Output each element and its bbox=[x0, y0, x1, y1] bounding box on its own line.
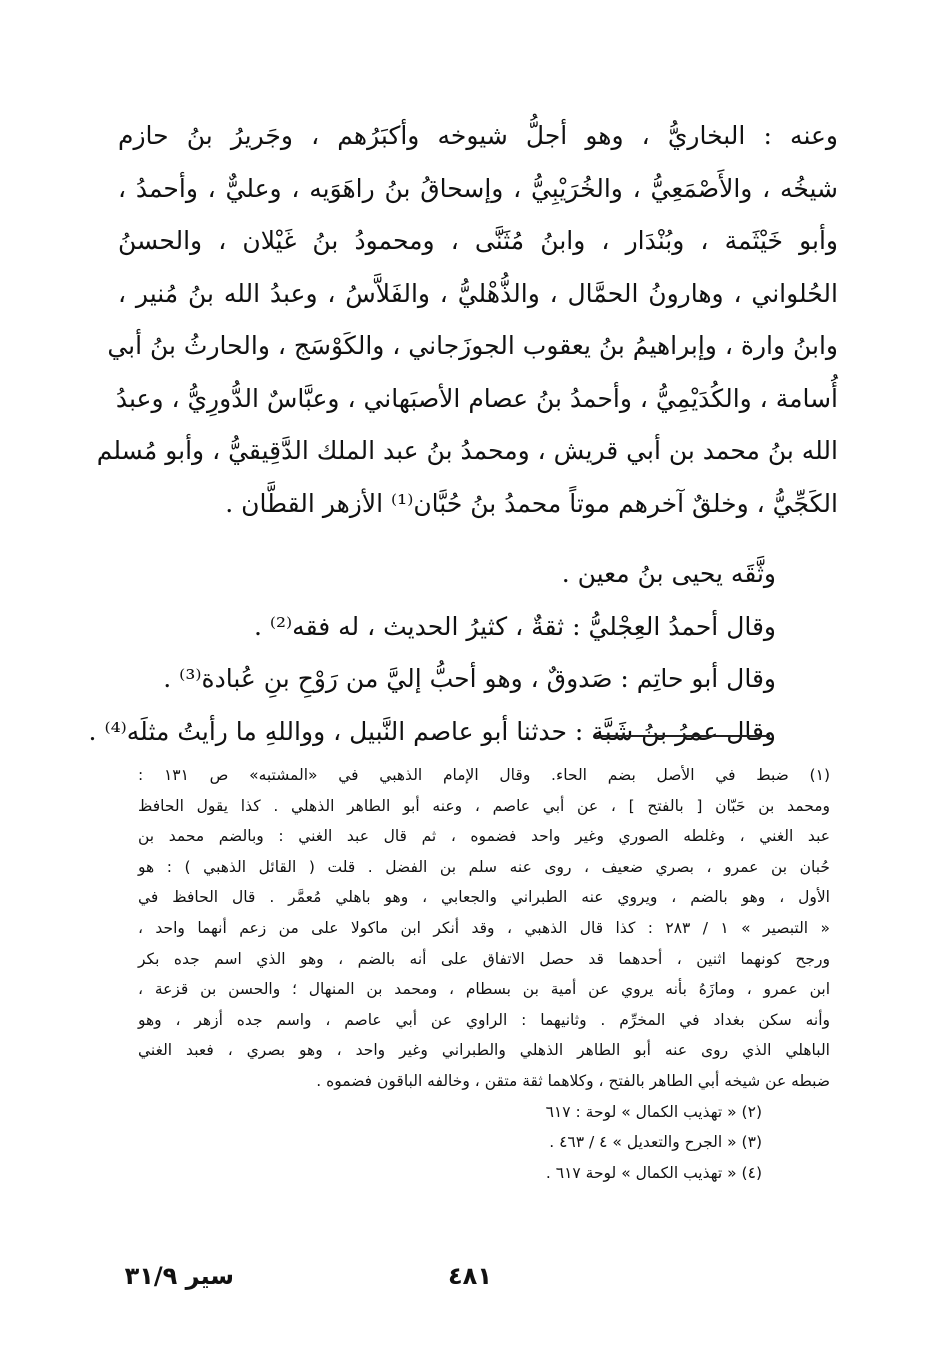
footnote-line: عبد الغني ، وغلطه الصوري وغير واحد فضموه ، ثم قال عبد الغني : وبالضم محمد بن bbox=[138, 827, 830, 846]
footnote-line: ضبطه عن شيخه أبي الطاهر بالفتح ، وكلاهما ثقة متقن ، وخالفه الباقون فضموه . bbox=[316, 1071, 830, 1090]
footnote-2: (٢) « تهذيب الكمال » لوحة : ٦١٧ bbox=[545, 1102, 762, 1121]
footnote-3: (٣) « الجرح والتعديل » ٤ / ٤٦٣ . bbox=[549, 1133, 762, 1152]
main-text-line: الكَجِّيُّ ، وخلقٌ آخرهم موتاً محمدُ بنُ حُبَّان⁽¹⁾ الأزهر القطَّان . bbox=[225, 488, 838, 518]
footnote-line: « التبصير » ١ / ٢٨٣ : كذا قال الذهبي ، وقد أنكر ابن ماكولا على من زعم أنهما واحد ، bbox=[138, 918, 831, 937]
statement-line: وثَّقَه يحيى بنُ معين . bbox=[561, 559, 776, 588]
main-text-line: شيخُه ، والأَصْمَعِيُّ ، والخُرَيْبِيُّ ، وإسحاقُ بنُ راهَوَيه ، وعليٌّ ، وأحمدُ ، bbox=[118, 173, 838, 203]
page-number: ٤٨١ bbox=[448, 1262, 492, 1290]
footnote-line: ورجح كونهما اثنين ، أحدهما قد حصل الاتفاق على أنه بالضم ، وهو الذي اسم جده بكر bbox=[138, 949, 830, 968]
main-text-line: الحُلواني ، وهارونُ الحمَّال ، والذُّهْليُّ ، والفَلاَّسُ ، وعبدُ الله بنُ مُنير ، bbox=[118, 278, 838, 308]
footnote-line: وأنه سكن بغداد في المخرِّم . وثانيهما : الراوي عن أبي عاصم ، واسم جده أزهر ، وهو bbox=[138, 1010, 830, 1029]
page-footer bbox=[0, 1262, 940, 1302]
paragraph-gap bbox=[118, 530, 838, 548]
signature-mark: سير ٣١/٩ bbox=[124, 1262, 234, 1290]
footnote-line: ومحمد بن حَبّان [ بالفتح ] ، عن أبي عاصم ، وعنه أبو الطاهر الذهلي . كذا يقول الحافظ bbox=[138, 796, 830, 815]
footnote-line: حُبان بن عمرو ، بصري ضعيف ، روى عنه سلم بن الفضل . قلت ( القائل الذهبي ) : هو bbox=[138, 857, 830, 876]
footnote-4: (٤) « تهذيب الكمال » لوحة ٦١٧ . bbox=[545, 1163, 762, 1182]
main-text bbox=[88, 110, 838, 758]
statement-line: وقال أحمدُ العِجْليُّ : ثقةٌ ، كثيرُ الحديث ، له فقه⁽²⁾ . bbox=[253, 611, 776, 641]
main-text-line: وأبو خَيْثَمة ، وبُنْدَار ، وابنُ مُثَنَّى ، ومحمودُ بنُ غَيْلان ، والحسنُ bbox=[118, 226, 838, 255]
main-text-line: وعنه : البخاريُّ ، وهو أجلُّ شيوخه وأكبَرُهم ، وجَريرُ بنُ حازم bbox=[118, 121, 838, 150]
main-text-line: الله بنُ محمد بن أبي قريش ، ومحمدُ بنُ عبد الملك الدَّقِيقيُّ ، وأبو مُسلم bbox=[96, 436, 838, 465]
main-text-line: أُسامة ، والكُدَيْمِيُّ ، وأحمدُ بنُ عصام الأصبَهاني ، وعبَّاسٌ الدُّورِيُّ ، وعبدُ bbox=[115, 383, 838, 413]
main-text-line: وابنُ وارة ، وإبراهيمُ بنُ يعقوب الجوزَجاني ، والكَوْسَج ، والحارثُ بنُ أبي bbox=[107, 331, 838, 360]
footnote-line: (١) ضبط في الأصل بضم الحاء. وقال الإمام الذهبي في «المشتبه» ص ١٣١ : bbox=[138, 766, 830, 784]
footnote-line: ابن عمرو ، ومازَهُ بأنه يروي عن أمية بن بسطام ، ومحمد بن المنهال ؛ والحسن بن قزعة ، bbox=[138, 980, 830, 999]
footnote-line: الأول ، وهو بالضم ، ويروي عنه الطبراني والجعابي ، وهو باهلي مُعمَّر . قال الحافظ في bbox=[138, 888, 830, 907]
statement-line: وقال عمرُ بنُ شَبَّة : حدثنا أبو عاصم النَّبيل ، وواللهِ ما رأيتُ مثلَه⁽⁴⁾ . bbox=[88, 716, 776, 746]
footnote-line: الباهلي الذي روى عنه أبو الطاهر الذهلي والطبراني وغير واحد ، وهو بصري ، فعبد الغني bbox=[138, 1041, 830, 1060]
footnote-separator bbox=[595, 735, 770, 737]
statement-line: وقال أبو حاتِم : صَدوقٌ ، وهو أحبُّ إليَّ من رَوْحِ بنِ عُبادة⁽³⁾ . bbox=[163, 664, 776, 693]
footnotes bbox=[138, 760, 830, 1188]
